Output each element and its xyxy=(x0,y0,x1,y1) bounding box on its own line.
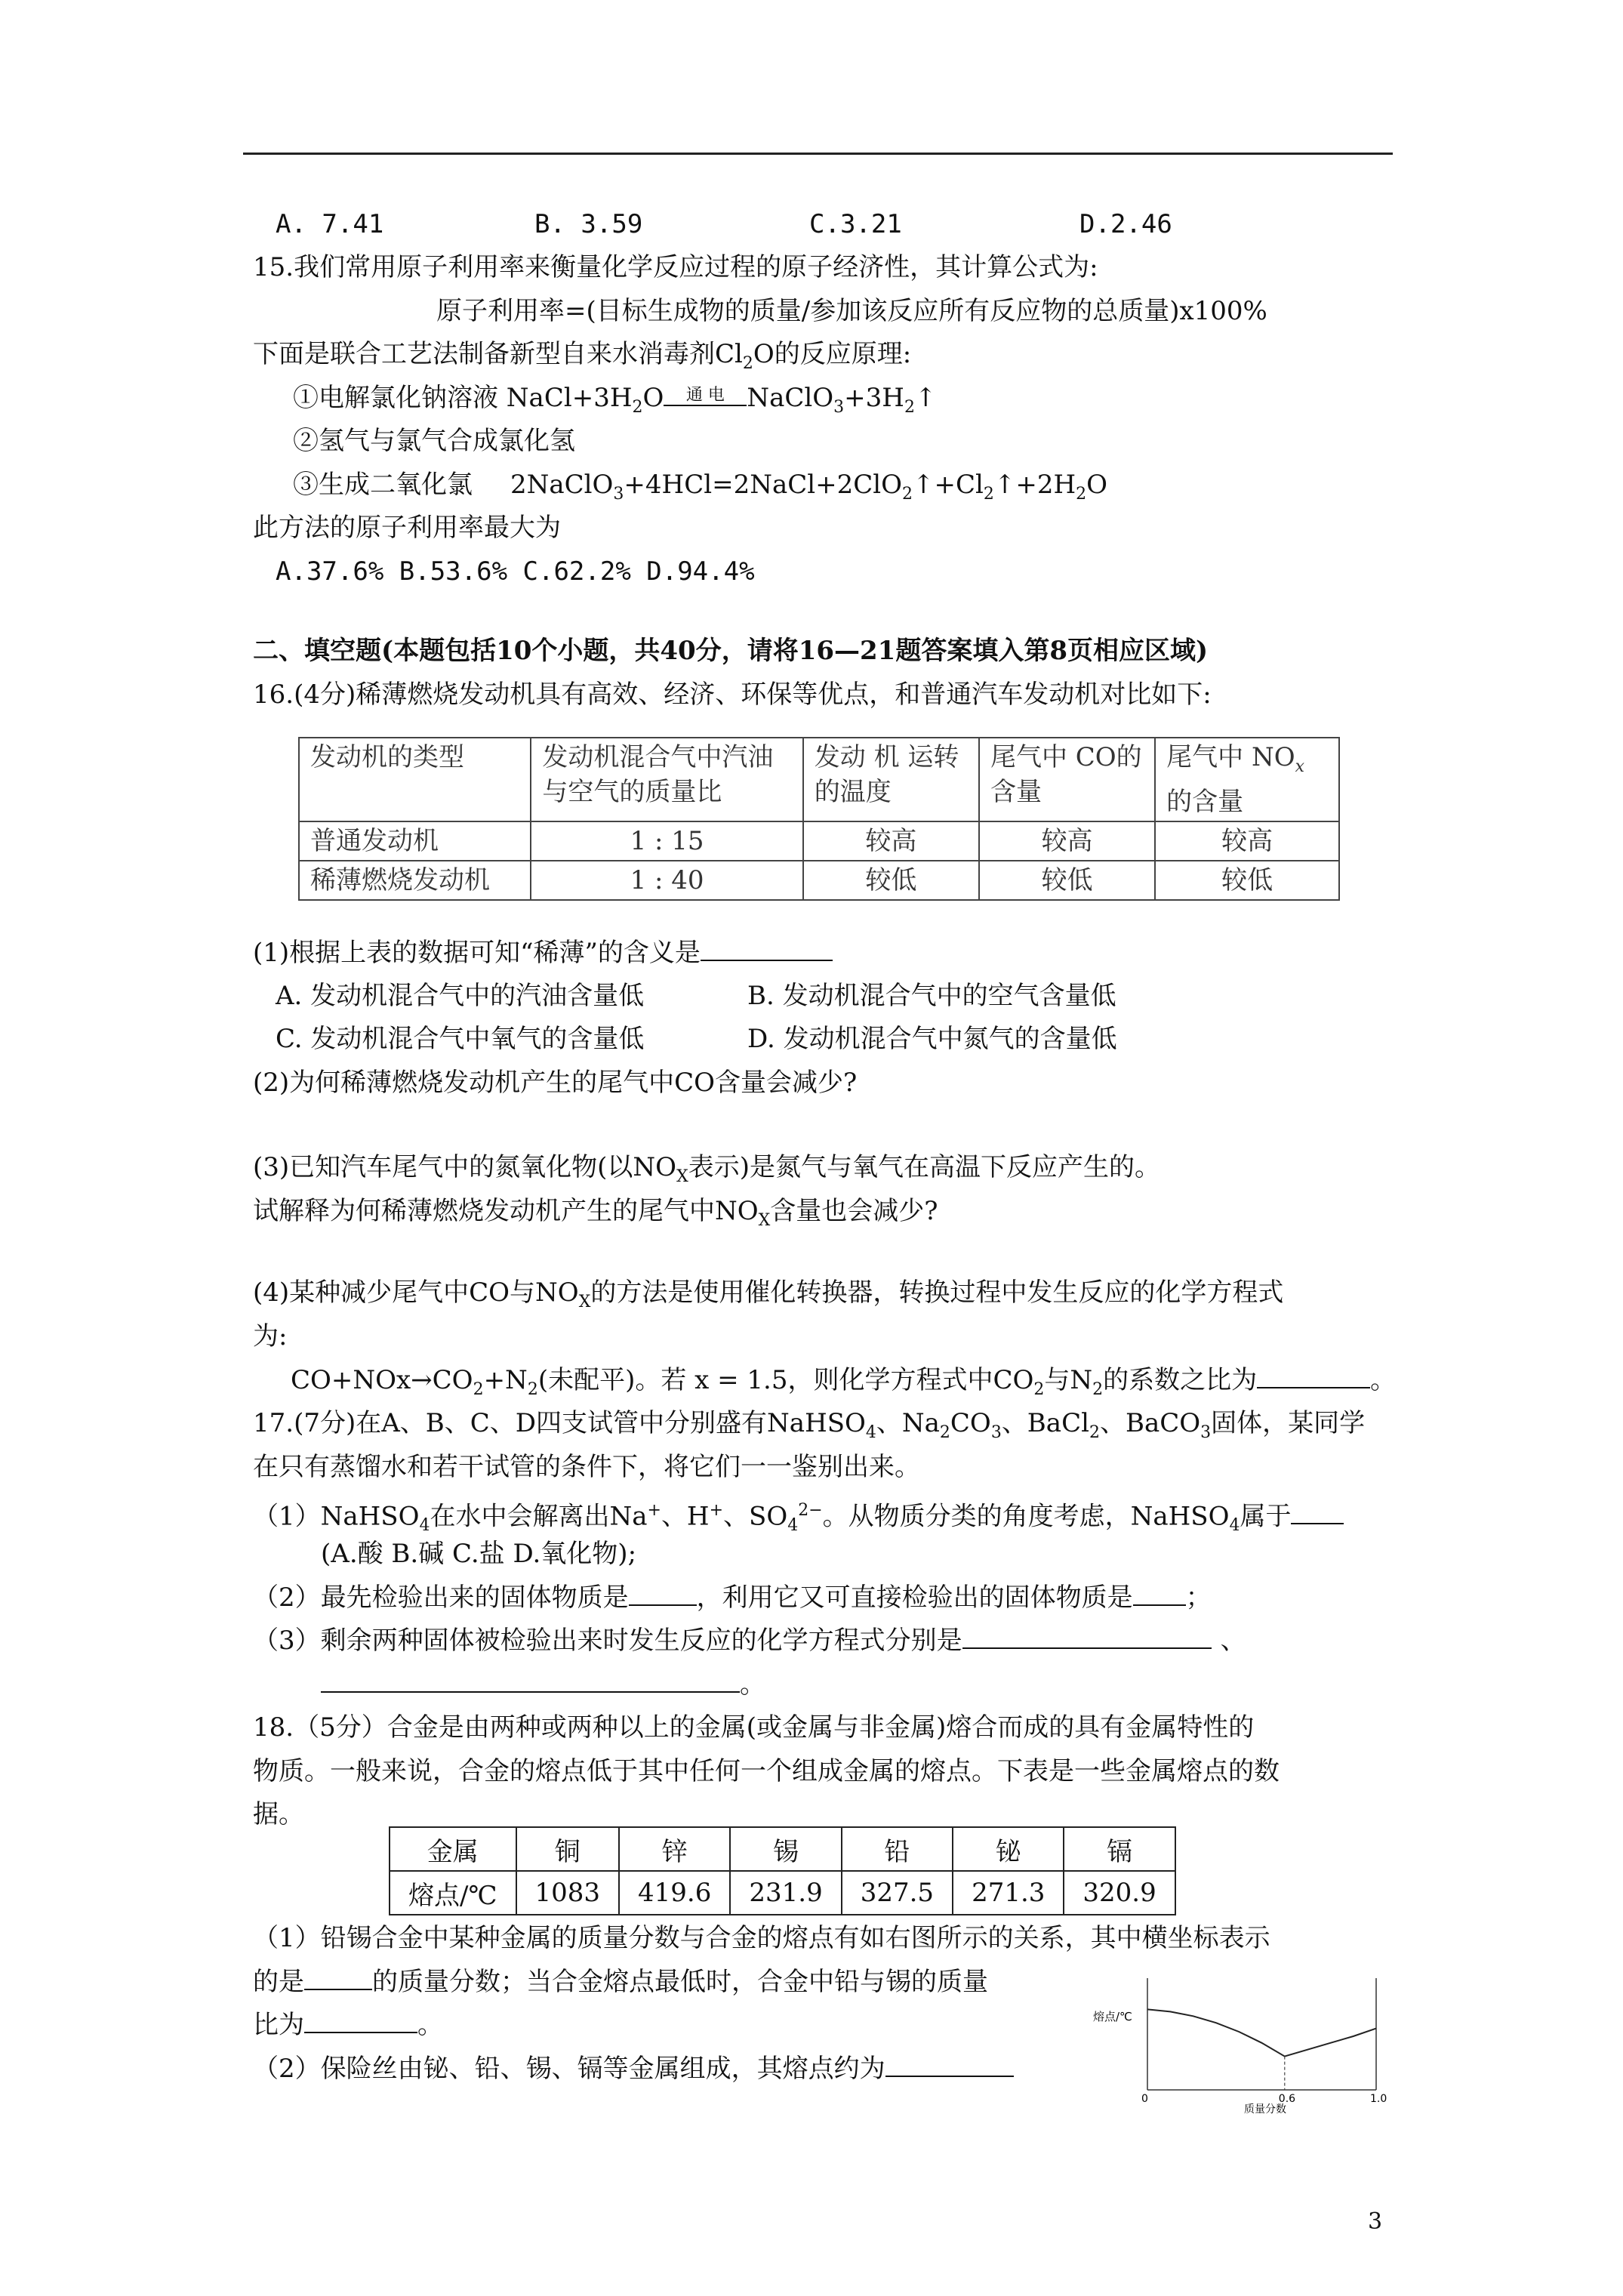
table-cell: 较低 xyxy=(1155,861,1339,900)
q16-part3-line1: (3)已知汽车尾气中的氮氧化物(以$NO_X$表示)是氮气与氧气在高温下反应产生的。 xyxy=(253,1152,1160,1186)
table-cell: 较高 xyxy=(979,821,1155,861)
table-cell: 锌 xyxy=(619,1827,730,1871)
q17-intro-line1: 17.(7分)在A、B、C、D四支试管中分别盛有NaHSO$_4$、$Na_2CO_3$、BaCl$_2$、BaCO$_3$固体，某同学 xyxy=(253,1408,1366,1442)
q16-part3-line2: 试解释为何稀薄燃烧发动机产生的尾气中$NO_X$含量也会减少? xyxy=(253,1196,938,1230)
chart-series-line xyxy=(1147,2009,1376,2056)
table-cell: 较高 xyxy=(1155,821,1339,861)
table-cell: 327.5 xyxy=(842,1871,953,1915)
q17-part2: （2）最先检验出来的固体物质是 ，利用它又可直接检验出的固体物质是 ； xyxy=(253,1583,1212,1613)
q18-line2: 物质。一般来说，合金的熔点低于其中任何一个组成金属的熔点。下表是一些金属熔点的数 xyxy=(253,1756,1280,1786)
table-cell: 铅 xyxy=(842,1827,953,1871)
q17-part3: （3）剩余两种固体被检验出来时发生反应的化学方程式分别是 、 xyxy=(253,1626,1246,1656)
q15-step3: ③生成二氧化氯 $2NaClO_3+4HCl=2NaCl+2ClO_2↑+Cl_2↑+2H_2O$ xyxy=(293,470,1108,504)
q18-line3: 据。 xyxy=(253,1799,304,1829)
q15-formula: 原子利用率=(目标生成物的质量/参加该反应所有反应物的总质量)x100% xyxy=(436,296,1267,326)
q18-part1-line1: （1）铅锡合金中某种金属的质量分数与合金的熔点有如右图所示的关系，其中横坐标表示 xyxy=(253,1923,1270,1953)
table-cell: 较高 xyxy=(803,821,979,861)
q14-option-a: A. 7.41 xyxy=(276,209,384,239)
q15-options: A.37.6% B.53.6% C.62.2% D.94.4% xyxy=(276,556,755,587)
chart-x-tick-label: 0.6 xyxy=(1278,2093,1296,2105)
table-header-cell: 发动机的类型 xyxy=(299,738,531,821)
q16-option-d: D. 发动机混合气中氮气的含量低 xyxy=(747,1024,1117,1054)
q16-part4-equation: $CO+NOx\to CO_2+N_2$(未配平)。若 x = 1.5，则化学方程式中$CO_2$与$N_2$的系数之比为 。 xyxy=(291,1365,1397,1399)
table-cell: 1 : 40 xyxy=(531,861,802,900)
q17-part3-line2: 。 xyxy=(321,1668,765,1701)
table-cell: 1 : 15 xyxy=(531,821,802,861)
table-cell: 铋 xyxy=(953,1827,1064,1871)
table-cell: 320.9 xyxy=(1064,1871,1175,1915)
chart-xlabel: 质量分数 xyxy=(1244,2103,1286,2114)
table-header-cell: 发动机混合气中汽油与空气的质量比 xyxy=(531,738,802,821)
q17-intro-line2: 在只有蒸馏水和若干试管的条件下，将它们一一鉴别出来。 xyxy=(253,1452,920,1482)
q18-line1: 18.（5分）合金是由两种或两种以上的金属(或金属与非金属)熔合而成的具有金属特性的 xyxy=(253,1712,1255,1743)
table-cell: 较低 xyxy=(979,861,1155,900)
table-cell: 金属 xyxy=(390,1827,516,1871)
q14-option-b: B. 3.59 xyxy=(534,209,643,239)
chart-x-tick-label: 1.0 xyxy=(1370,2093,1387,2105)
q16-part2: (2)为何稀薄燃烧发动机产生的尾气中CO含量会减少? xyxy=(253,1068,858,1098)
q16-option-c: C. 发动机混合气中氧气的含量低 xyxy=(276,1024,645,1054)
melting-point-table xyxy=(389,1826,1176,1915)
table-cell: 普通发动机 xyxy=(299,821,531,861)
chart-ylabel: 熔点/℃ xyxy=(1093,2010,1132,2023)
q17-part1-options: (A.酸 B.碱 C.盐 D.氧化物); xyxy=(321,1539,637,1569)
table-header-cell: 尾气中 $NO_x$ 的含量 xyxy=(1155,738,1339,821)
q18-part1-line2: 的是 的质量分数；当合金熔点最低时，合金中铅与锡的质量 xyxy=(253,1967,988,1997)
q18-part2: （2）保险丝由铋、铅、锡、镉等金属组成，其熔点约为 xyxy=(253,2052,1014,2085)
melting-point-chart xyxy=(1093,1963,1395,2114)
table-cell: 231.9 xyxy=(730,1871,841,1915)
q16-intro: 16.(4分)稀薄燃烧发动机具有高效、经济、环保等优点，和普通汽车发动机对比如下: xyxy=(253,680,1212,710)
table-cell: 419.6 xyxy=(619,1871,730,1915)
q16-part1: (1)根据上表的数据可知“稀薄”的含义是 xyxy=(253,936,833,969)
q14-option-d: D.2.46 xyxy=(1079,209,1172,239)
q15-step1: ①电解氯化钠溶液 $NaCl+3H_2O$ 通 电 $NaClO_3+3H_2↑$ xyxy=(293,383,937,417)
table-header-cell: 尾气中 CO的含量 xyxy=(979,738,1155,821)
table-cell: 较低 xyxy=(803,861,979,900)
table-cell: 271.3 xyxy=(953,1871,1064,1915)
header-rule xyxy=(243,153,1393,155)
q17-part1: （1）NaHSO$_4$在水中会解离出Na+、H+、$SO_4^{2-}$。从物质分类的角度考虑，NaHSO$_4$属于 xyxy=(253,1494,1344,1542)
q15-lead: 下面是联合工艺法制备新型自来水消毒剂$Cl_2O$的反应原理: xyxy=(253,339,912,373)
table-cell: 稀薄燃烧发动机 xyxy=(299,861,531,900)
q18-part1-line3: 比为 。 xyxy=(253,2010,443,2040)
q15-question: 此方法的原子利用率最大为 xyxy=(253,513,561,543)
section-heading: 二、填空题(本题包括10个小题，共40分，请将16—21题答案填入第8页相应区域) xyxy=(253,636,1209,666)
q16-option-b: B. 发动机混合气中的空气含量低 xyxy=(747,981,1116,1011)
q14-option-c: C.3.21 xyxy=(809,209,902,239)
table-cell: 熔点/℃ xyxy=(390,1871,516,1915)
q16-option-a: A. 发动机混合气中的汽油含量低 xyxy=(276,981,645,1011)
table-cell: 铜 xyxy=(516,1827,620,1871)
q15-intro: 15.我们常用原子利用率来衡量化学反应过程的原子经济性，其计算公式为: xyxy=(253,252,1098,282)
table-header-cell: 发动 机 运转的温度 xyxy=(803,738,979,821)
q16-part4-line1: (4)某种减少尾气中CO与$NO_X$的方法是使用催化转换器，转换过程中发生反应的化学方程式 xyxy=(253,1277,1284,1311)
page-number: 3 xyxy=(1368,2208,1383,2235)
table-cell: 镉 xyxy=(1064,1827,1175,1871)
engine-comparison-table xyxy=(298,737,1340,901)
q15-step2: ②氢气与氯气合成氯化氢 xyxy=(293,426,575,456)
table-cell: 1083 xyxy=(516,1871,620,1915)
table-cell: 锡 xyxy=(730,1827,841,1871)
chart-x-tick-label: 0 xyxy=(1141,2093,1148,2105)
q16-part4-line2: 为: xyxy=(253,1321,288,1351)
